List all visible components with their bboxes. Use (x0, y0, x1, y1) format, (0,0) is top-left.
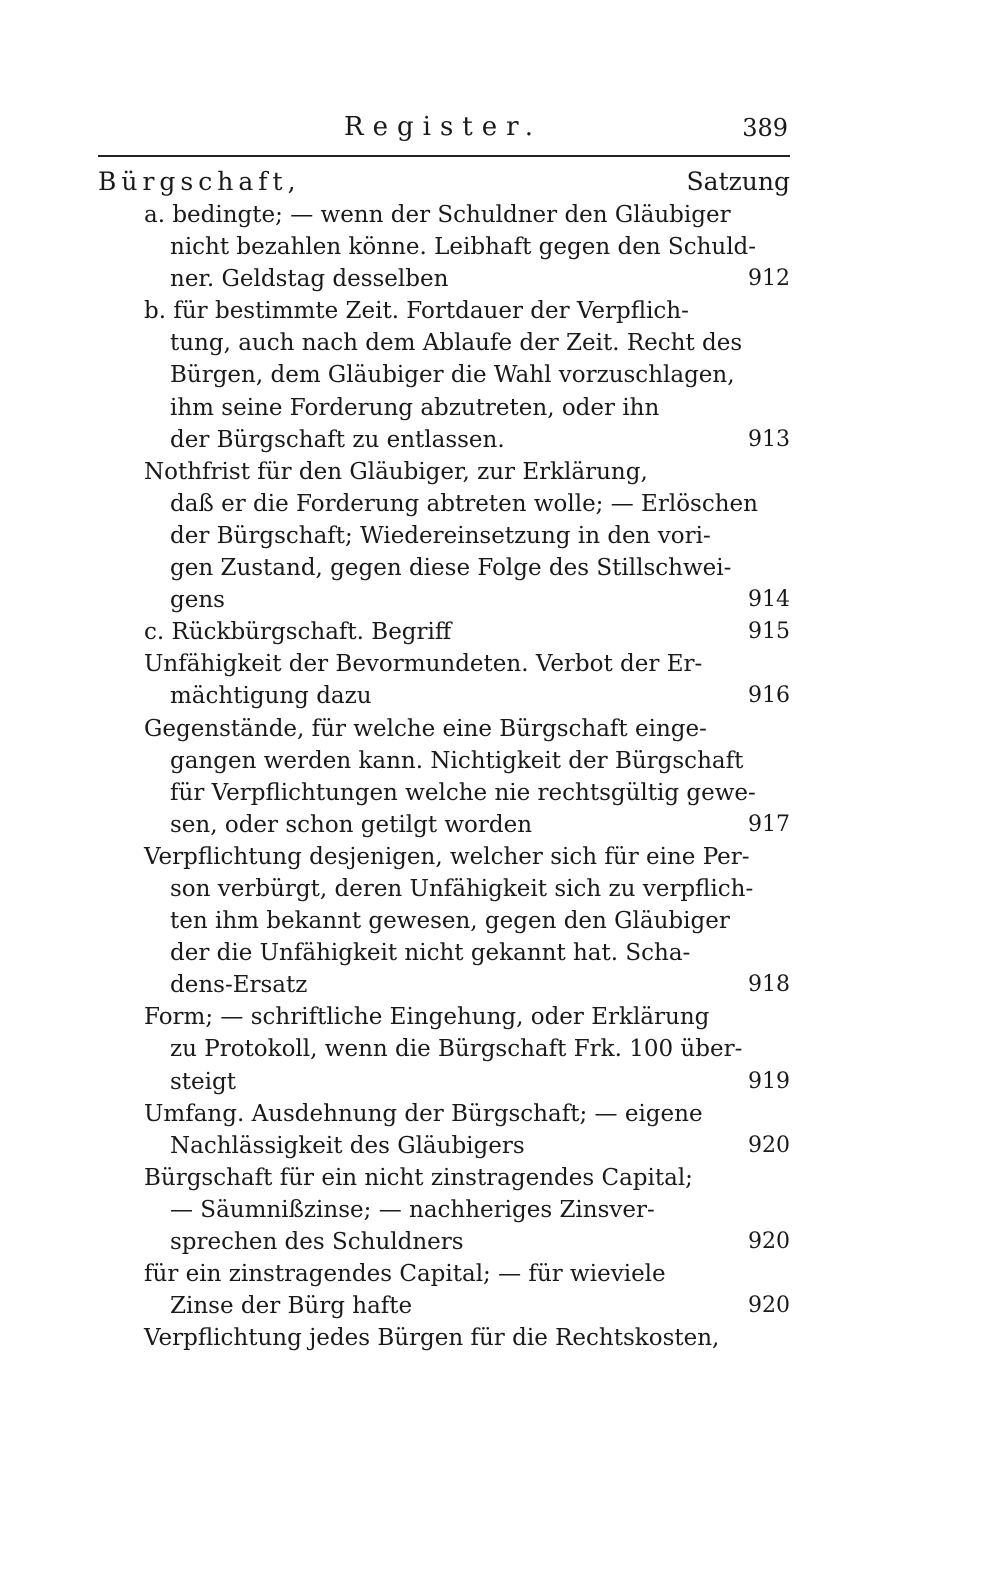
register-line (98, 1258, 790, 1290)
line-text: dens-Ersatz (170, 972, 308, 999)
line-text: Gegenstände, für welche eine Bürgschaft einge- (144, 715, 707, 742)
register-line (98, 231, 790, 263)
register-line (98, 1130, 790, 1162)
line-text: gen Zustand, gegen diese Folge des Stillschwei- (170, 555, 732, 582)
paragraph-reference: 920 (748, 1132, 790, 1158)
register-line (98, 488, 790, 520)
entry-lines (98, 199, 790, 1354)
line-text: — Säumnißzinse; — nachheriges Zinsver- (170, 1196, 655, 1223)
line-text: sen, oder schon getilgt worden (170, 811, 533, 838)
register-line (98, 713, 790, 745)
register-line (98, 616, 790, 648)
register-line (98, 841, 790, 873)
register-line (98, 327, 790, 359)
line-text: sprechen des Schuldners (170, 1229, 464, 1255)
column-label: Satzung (686, 167, 790, 196)
register-line (98, 584, 790, 616)
paragraph-reference: 920 (748, 1229, 790, 1254)
register-line (98, 199, 790, 231)
line-text: Form; — schriftliche Eingehung, oder Erklärung (144, 1004, 710, 1031)
register-line (98, 937, 790, 969)
line-text: der Bürgschaft zu entlassen. (170, 426, 505, 453)
line-text: Zinse der Bürg hafte (170, 1293, 413, 1320)
register-line (98, 1066, 790, 1098)
line-text: Bürgschaft für ein nicht zinstragendes Capital; (144, 1164, 693, 1191)
register-line (98, 1290, 790, 1322)
paragraph-reference: 912 (748, 266, 790, 292)
line-text: Unfähigkeit der Bevormundeten. Verbot der Er- (144, 651, 703, 678)
line-text: son verbürgt, deren Unfähigkeit sich zu verpflich- (170, 875, 754, 902)
page-number: 389 (742, 114, 788, 142)
line-text: daß er die Forderung abtreten wolle; — Erlöschen (170, 490, 758, 517)
register-line (98, 552, 790, 584)
line-text: steigt (170, 1068, 236, 1095)
line-text: zu Protokoll, wenn die Bürgschaft Frk. 100 über- (170, 1036, 743, 1063)
paragraph-reference: 913 (748, 426, 790, 452)
line-text: b. für bestimmte Zeit. Fortdauer der Verpflich- (144, 298, 689, 325)
entry-heading: Bürgschaft, (98, 167, 301, 196)
register-line (98, 873, 790, 905)
line-text: gangen werden kann. Nichtigkeit der Bürgschaft (170, 747, 744, 774)
paragraph-reference: 914 (748, 587, 790, 613)
register-line (98, 745, 790, 777)
line-text: gens (170, 587, 225, 614)
paragraph-reference: 917 (748, 811, 790, 837)
paragraph-reference: 916 (748, 683, 790, 709)
register-line (98, 1001, 790, 1033)
line-text: Bürgen, dem Gläubiger die Wahl vorzuschlagen, (170, 362, 735, 389)
register-line (98, 905, 790, 937)
line-text: Verpflichtung jedes Bürgen für die Rechtskosten, (144, 1325, 720, 1352)
running-head (98, 112, 788, 148)
register-line (98, 680, 790, 712)
line-text: für Verpflichtungen welche nie rechtsgültig gewe- (170, 779, 756, 806)
paragraph-reference: 915 (748, 619, 790, 645)
register-line (98, 424, 790, 456)
register-line (98, 1033, 790, 1065)
line-text: Nachlässigkeit des Gläubigers (170, 1132, 525, 1159)
register-line (98, 263, 790, 295)
register-line (98, 777, 790, 809)
line-text: ihm seine Forderung abzutreten, oder ihn (170, 394, 660, 421)
register-line (98, 295, 790, 327)
header-rule (98, 155, 790, 157)
line-text: der die Unfähigkeit nicht gekannt hat. Scha- (170, 940, 691, 967)
line-text: ner. Geldstag desselben (170, 266, 449, 293)
register-content (98, 165, 790, 1354)
register-line (98, 1322, 790, 1354)
register-line (98, 1098, 790, 1130)
line-text: c. Rückbürgschaft. Begriff (144, 619, 452, 646)
line-text: Verpflichtung desjenigen, welcher sich für eine Per- (144, 843, 750, 870)
register-line (98, 392, 790, 424)
line-text: ten ihm bekannt gewesen, gegen den Gläubiger (170, 908, 730, 935)
paragraph-reference: 918 (748, 972, 790, 998)
register-line (98, 456, 790, 488)
line-text: der Bürgschaft; Wiedereinsetzung in den vori- (170, 522, 711, 549)
register-line (98, 969, 790, 1001)
register-line (98, 648, 790, 680)
register-line (98, 809, 790, 841)
line-text: mächtigung dazu (170, 683, 372, 710)
line-text: Umfang. Ausdehnung der Bürgschaft; — eigene (144, 1100, 703, 1127)
register-line (98, 1162, 790, 1194)
line-text: Nothfrist für den Gläubiger, zur Erklärung, (144, 458, 648, 485)
line-text: a. bedingte; — wenn der Schuldner den Gläubiger (144, 202, 731, 228)
entry-heading-row (98, 165, 790, 199)
paragraph-reference: 919 (748, 1068, 790, 1094)
register-line (98, 1194, 790, 1226)
register-line (98, 359, 790, 391)
paragraph-reference: 920 (748, 1293, 790, 1319)
register-line (98, 1226, 790, 1258)
register-line (98, 520, 790, 552)
line-text: tung, auch nach dem Ablaufe der Zeit. Recht des (170, 330, 743, 357)
line-text: nicht bezahlen könne. Leibhaft gegen den Schuld- (170, 234, 757, 261)
line-text: für ein zinstragendes Capital; — für wieviele (144, 1261, 666, 1288)
running-title: Register. (344, 112, 542, 142)
